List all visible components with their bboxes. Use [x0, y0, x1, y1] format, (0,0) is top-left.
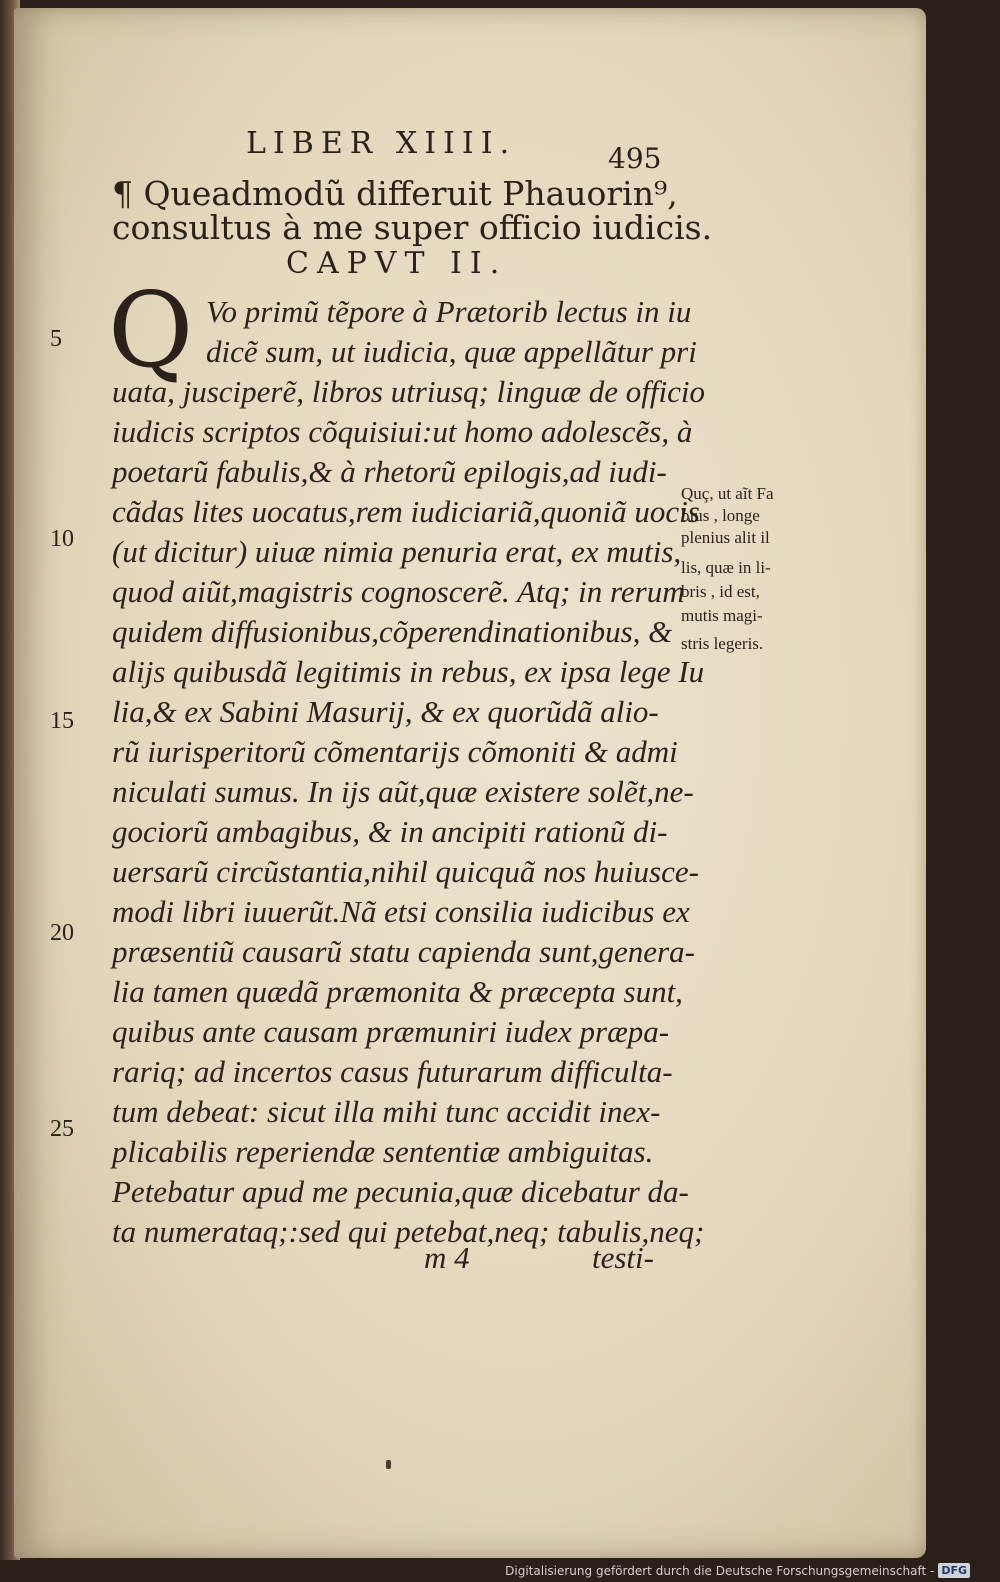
text-line: præsentiũ causarũ statu capienda sunt,genera- [112, 934, 695, 969]
text-line: alijs quibusdã legitimis in rebus, ex ipsa lege Iu [112, 654, 705, 689]
catchword: testi- [592, 1240, 654, 1275]
text-line: uata, jusciperẽ, libros utriusq; linguæ de officio [112, 374, 705, 409]
text-line: Petebatur apud me pecunia,quæ dicebatur da- [112, 1174, 689, 1209]
margin-note-line: stris legeris. [681, 634, 764, 653]
margin-note-line: plenius alit il [681, 528, 770, 547]
text-line: quidem diffusionibus,cõperendinationibus, & [112, 614, 673, 649]
text-line: cãdas lites uocatus,rem iudiciariã,quoniã uocis [112, 494, 700, 529]
text-line: rariq; ad incertos casus futurarum difficulta- [112, 1054, 673, 1089]
text-line: dicẽ sum, ut iudicia, quæ appellãtur pri [206, 334, 697, 369]
line-number: 15 [50, 708, 74, 734]
text-line: iudicis scriptos cõquisiui:ut homo adolescẽs, à [112, 414, 693, 449]
book-page [14, 8, 926, 1558]
margin-note-line: bius , longe [681, 506, 760, 525]
page-number: 495 [608, 142, 662, 175]
text-line: ta numerataq;:sed qui petebat,neq; tabulis,neq; [112, 1214, 705, 1249]
digitization-footer [505, 1563, 970, 1578]
text-line: gociorũ ambagibus, & in ancipiti rationũ di- [112, 814, 668, 849]
text-line: modi libri iuuerũt.Nã etsi consilia iudicibus ex [112, 894, 690, 929]
chapter-heading-line: ¶ Queadmodũ differuit Phauorin⁹, [112, 174, 678, 213]
text-line: lia,& ex Sabini Masurij, & ex quorũdã alio- [112, 694, 659, 729]
ink-speck [386, 1460, 391, 1469]
text-line: poetarũ fabulis,& à rhetorũ epilogis,ad iudi- [112, 454, 667, 489]
running-head: LIBER XIIII. [246, 126, 517, 161]
line-number: 5 [50, 326, 62, 352]
chapter-heading-line: consultus à me super officio iudicis. [112, 208, 713, 247]
line-number: 25 [50, 1116, 74, 1142]
line-number: 20 [50, 920, 74, 946]
text-line: quod aiũt,magistris cognoscerẽ. Atq; in rerum [112, 574, 685, 609]
margin-note-line: lis, quæ in li- [681, 558, 771, 577]
text-line: plicabilis reperiendæ sententiæ ambiguitas. [112, 1134, 654, 1169]
text-line: Vo primũ tẽpore à Prætorib lectus in iu [206, 294, 692, 329]
text-line: quibus ante causam præmuniri iudex præpa- [112, 1014, 670, 1049]
dfg-logo-icon: DFG [938, 1563, 970, 1578]
text-line: uersarũ circũstantia,nihil quicquã nos huiusce- [112, 854, 699, 889]
margin-note-line: mutis magi- [681, 606, 763, 625]
text-line: lia tamen quædã præmonita & præcepta sunt, [112, 974, 683, 1009]
margin-note-line: bris , id est, [681, 582, 760, 601]
line-number: 10 [50, 526, 74, 552]
decorated-initial: Q [108, 269, 194, 391]
margin-note-line: Quç, ut aĩt Fa [681, 484, 774, 503]
text-line: niculati sumus. In ijs aũt,quæ existere solẽt,ne- [112, 774, 694, 809]
text-line: (ut dicitur) uiuæ nimia penuria erat, ex mutis, [112, 534, 682, 569]
chapter-title: CAPVT II. [286, 246, 508, 281]
text-line: tum debeat: sicut illa mihi tunc accidit inex- [112, 1094, 661, 1129]
footer-text: Digitalisierung gefördert durch die Deutsche Forschungsgemeinschaft - [505, 1563, 935, 1578]
signature-mark: m 4 [424, 1240, 470, 1275]
text-line: rũ iurisperitorũ cõmentarijs cõmoniti & admi [112, 734, 678, 769]
